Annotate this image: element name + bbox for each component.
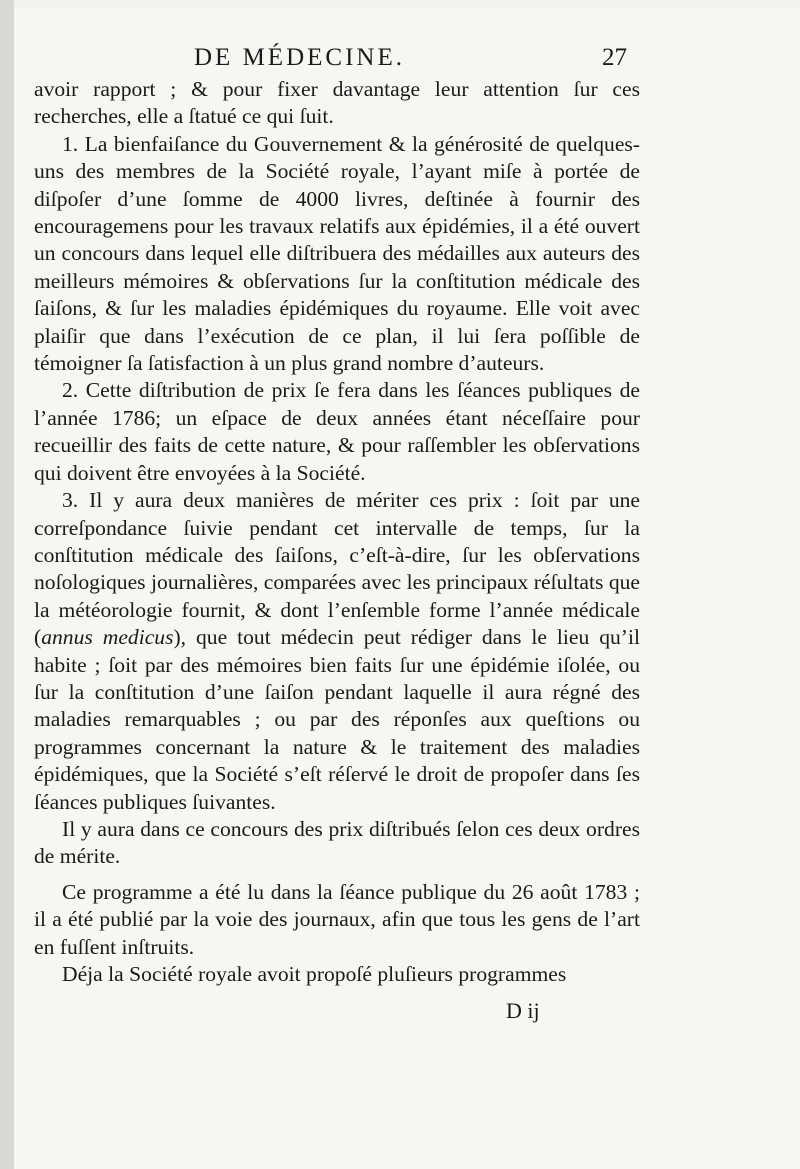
body-text xyxy=(34,76,640,988)
paragraph-previous-programmes: Déja la Société royale avoit propoſé pluſieurs programmes xyxy=(62,962,567,986)
page-number: 27 xyxy=(602,44,627,71)
paragraph-article-3 xyxy=(34,487,640,816)
article-3-text-b: ), que tout médecin peut rédiger dans le lieu qu’il habite ; ſoit par des mémoires bien faits ſur une épidémie iſolée, ou ſur la conſtitution d’une ſaiſon pendant laquelle il aura régné des maladies remarquables ; ou par des réponſes aux queſtions ou programmes concernant la nature & le traitement des maladies épidémiques, que la Société s’eſt réſervé le droit de propoſer dans ſes ſéances publiques ſuivantes. xyxy=(34,625,640,814)
running-head: DE MÉDECINE. xyxy=(194,44,405,71)
page-gutter-shadow xyxy=(0,0,14,1169)
paragraph-prizes: Il y aura dans ce concours des prix diſtribués ſelon ces deux ordres de mérite. xyxy=(34,816,640,869)
signature-mark: D ij xyxy=(506,998,540,1023)
paragraph-article-2: 2. Cette diſtribution de prix ſe fera dans les ſéances publiques de l’année 1786; un eſpace de deux années étant néceſſaire pour recueillir des faits de cette nature, & pour raſſembler les obſervations qui doivent être envoyées à la Société. xyxy=(34,378,640,485)
page-header xyxy=(34,44,634,80)
latin-term: annus medicus xyxy=(41,625,174,650)
paragraph-continuation: avoir rapport ; & pour fixer davantage leur attention ſur ces recherches, elle a ſtatué ce qui ſuit. xyxy=(34,77,640,129)
paragraph-programme: Ce programme a été lu dans la ſéance publique du 26 août 1783 ; il a été publié par la voie des journaux, afin que tous les gens de l’art en fuſſent inſtruits. xyxy=(34,879,640,959)
article-3-text-a: 3. Il y aura deux manières de mériter ces prix : ſoit par une correſpondance ſuivie pendant cet intervalle de temps, ſur la conſtitution médicale des ſaiſons, c’eſt-à-dire, ſur les obſervations noſologiques journalières, comparées avec les principaux réſultats que la météorologie fournit, & dont l’enſemble forme l’année médicale ( xyxy=(34,488,640,650)
paragraph-article-1: 1. La bienfaiſance du Gouvernement & la générosité de quelques-uns des membres de la Société royale, l’ayant miſe à portée de diſpoſer d’une ſomme de 4000 livres, deſtinée à fournir des encouragemens pour les travaux relatifs aux épidémies, il a été ouvert un concours dans lequel elle diſtribuera des médailles aux auteurs des meilleurs mémoires & obſervations ſur la conſtitution médicale des ſaiſons, & ſur les maladies épidémiques du royaume. Elle voit avec plaiſir que dans l’exécution de ce plan, il lui ſera poſſible de témoigner ſa ſatisfaction à un plus grand nombre d’auteurs. xyxy=(34,131,640,376)
